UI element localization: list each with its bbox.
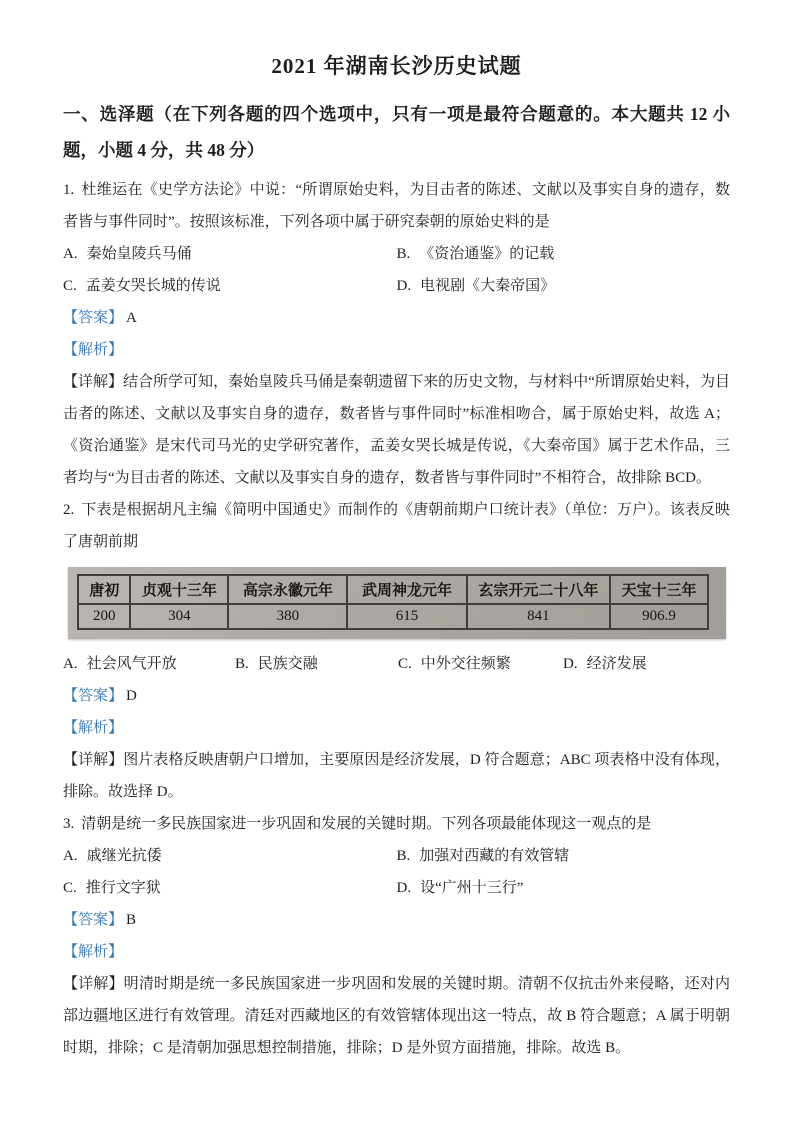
answer-value: A [126,310,137,326]
question-block-1 [63,174,730,494]
detail-paragraph [63,744,730,808]
answer-line [63,680,730,712]
detail-text: 图片表格反映唐朝户口增加，主要原因是经济发展，D 符合题意；ABC 项表格中没有体现，排除。故选择 D。 [63,752,730,800]
table-value-cell: 841 [467,604,610,629]
option-text: 加强对西藏的有效管辖 [419,848,570,864]
detail-text: 明清时期是统一多民族国家进一步巩固和发展的关键时期。清朝不仅抗击外来侵略，还对内部边疆地区进行有效管理。清廷对西藏地区的有效管辖体现出这一特点，故 B 符合题意；A 属于明朝时期，排除；C 是清朝加强思想控制措施，排除；D 是外贸方面措施，排除。故选 B。 [63,976,730,1056]
option-text: 经济发展 [586,656,647,672]
option-label: C. [63,278,77,294]
answer-label: 【答案】 [63,688,124,704]
household-statistics-table-image [68,567,726,639]
options-grid [63,840,730,904]
option-text: 民族交融 [257,656,318,672]
question-stem-text: 下表是根据胡凡主编《简明中国通史》而制作的《唐朝前期户口统计表》（单位：万户）。该表反映了唐朝前期 [63,502,730,550]
table-value-cell: 906.9 [610,604,708,629]
option-label: A. [63,848,78,864]
question-number: 1. [63,182,75,198]
option-b [397,840,731,872]
table-value-row [78,604,708,629]
option-label: C. [398,656,412,672]
table-header-cell: 贞观十三年 [130,575,228,604]
detail-label: 【详解】 [63,976,124,992]
option-label: B. [396,246,411,262]
option-b [235,648,398,680]
answer-label: 【答案】 [63,310,124,326]
option-text: 孟姜女哭长城的传说 [85,278,221,294]
option-c [63,270,397,302]
option-d [563,648,730,680]
answer-value: D [126,688,137,704]
option-label: A. [63,246,78,262]
answer-line [63,904,730,936]
page-title: 2021 年湖南长沙历史试题 [271,54,522,78]
question-number: 2. [63,502,75,518]
option-label: D. [396,880,412,896]
options-row [63,648,730,680]
option-text: 秦始皇陵兵马俑 [86,246,192,262]
household-statistics-table [77,574,709,630]
option-text: 设“广州十三行” [420,880,524,896]
analysis-line [63,712,730,744]
table-value-cell: 304 [130,604,228,629]
option-text: 电视剧《大秦帝国》 [420,278,556,294]
option-text: 社会风气开放 [86,656,177,672]
table-header-cell: 天宝十三年 [610,575,708,604]
detail-label: 【详解】 [63,752,124,768]
option-d [397,270,731,302]
option-label: C. [63,880,77,896]
option-a [63,648,235,680]
question-stem [63,494,730,558]
question-stem [63,174,730,238]
table-value-cell: 615 [347,604,466,629]
analysis-label: 【解析】 [63,944,124,960]
option-a [63,840,397,872]
section-heading: 一、选泽题（在下列各题的四个选项中，只有一项是最符合题意的。本大题共 12 小题，小题 4 分，共 48 分） [63,104,730,160]
option-label: D. [396,278,412,294]
table-value-cell: 200 [78,604,130,629]
analysis-line [63,334,730,366]
option-text: 中外交往频繁 [420,656,511,672]
option-text: 推行文字狱 [85,880,161,896]
question-stem [63,808,730,840]
option-c [398,648,563,680]
table-header-cell: 唐初 [78,575,130,604]
option-label: D. [563,656,578,672]
question-block-2 [63,494,730,808]
detail-text: 结合所学可知，秦始皇陵兵马俑是秦朝遗留下来的历史文物，与材料中“所谓原始史料，为目击者的陈述、文献以及事实自身的遗存，数者皆与事件同时”标准相吻合，属于原始史料，故选 A；《资治通鉴》是宋代司马光的史学研究著作，孟姜女哭长城是传说，《大秦帝国》属于艺术作品，三者均与“为目击者的陈述、文献以及事实自身的遗存，数者皆与事件同时”不相符合，故排除 BCD。 [63,374,730,486]
answer-value: B [126,912,137,928]
options-grid [63,238,730,302]
table-header-cell: 高宗永徽元年 [228,575,347,604]
table-header-cell: 玄宗开元二十八年 [467,575,610,604]
option-c [63,872,397,904]
option-d [397,872,731,904]
option-label: A. [63,656,78,672]
answer-label: 【答案】 [63,912,124,928]
option-b [397,238,731,270]
option-a [63,238,397,270]
question-stem-text: 清朝是统一多民族国家进一步巩固和发展的关键时期。下列各项最能体现这一观点的是 [81,816,652,832]
answer-line [63,302,730,334]
question-stem-text: 杜维运在《史学方法论》中说：“所谓原始史料，为目击者的陈述、文献以及事实自身的遗存，数者皆与事件同时”。按照该标准，下列各项中属于研究秦朝的原始史料的是 [63,182,730,230]
table-header-cell: 武周神龙元年 [347,575,466,604]
table-header-row [78,575,708,604]
detail-paragraph [63,968,730,1064]
table-value-cell: 380 [228,604,347,629]
detail-label: 【详解】 [63,374,124,390]
analysis-label: 【解析】 [63,342,124,358]
analysis-label: 【解析】 [63,720,124,736]
option-text: 戚继光抗倭 [86,848,162,864]
analysis-line [63,936,730,968]
option-label: B. [396,848,411,864]
question-number: 3. [63,816,75,832]
question-block-3 [63,808,730,1064]
detail-paragraph [63,366,730,494]
option-text: 《资治通鉴》的记载 [419,246,555,262]
option-label: B. [235,656,249,672]
